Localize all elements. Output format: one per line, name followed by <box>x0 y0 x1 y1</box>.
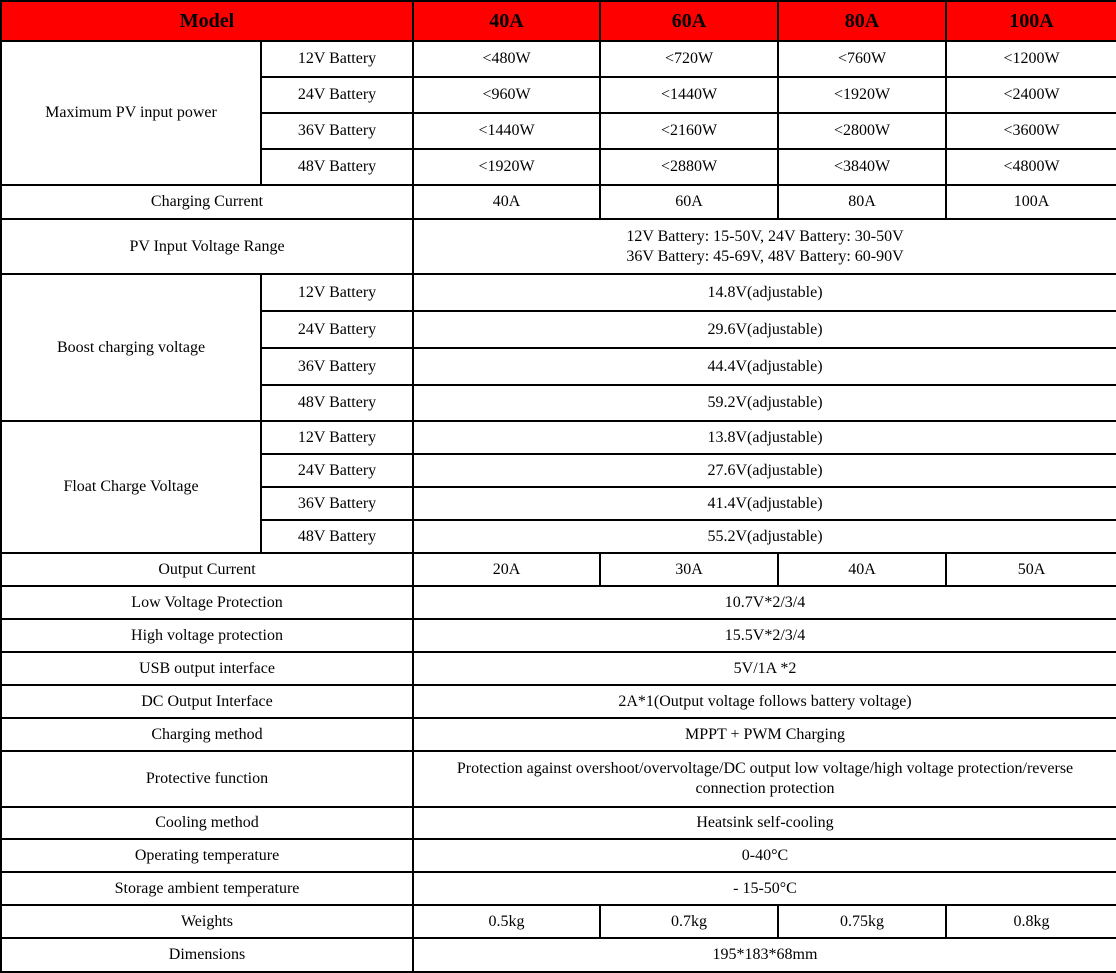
header-col-80a: 80A <box>778 1 946 41</box>
boost-sub-12v: 12V Battery <box>261 274 413 311</box>
max-pv-label: Maximum PV input power <box>1 41 261 185</box>
boost-value-24v: 29.6V(adjustable) <box>413 311 1116 348</box>
dimensions-row <box>1 938 1116 972</box>
output-current-label: Output Current <box>1 553 413 586</box>
low-voltage-protection-label: Low Voltage Protection <box>1 586 413 619</box>
header-model-cell: Model <box>1 1 413 41</box>
dc-output-interface-label: DC Output Interface <box>1 685 413 718</box>
output-current-80a: 40A <box>778 553 946 586</box>
output-current-60a: 30A <box>600 553 778 586</box>
protective-function-value <box>413 751 1116 807</box>
max-pv-12v-80a: <760W <box>778 41 946 77</box>
max-pv-36v-60a: <2160W <box>600 113 778 149</box>
low-voltage-protection-row <box>1 586 1116 619</box>
high-voltage-protection-label: High voltage protection <box>1 619 413 652</box>
weights-label: Weights <box>1 905 413 938</box>
float-sub-24v: 24V Battery <box>261 454 413 487</box>
storage-ambient-temperature-value: - 15-50°C <box>413 872 1116 905</box>
pv-range-line1: 12V Battery: 15-50V, 24V Battery: 30-50V <box>626 227 904 245</box>
float-sub-12v: 12V Battery <box>261 421 413 454</box>
output-current-40a: 20A <box>413 553 600 586</box>
weights-100a: 0.8kg <box>946 905 1116 938</box>
max-pv-48v-60a: <2880W <box>600 149 778 185</box>
float-value-12v: 13.8V(adjustable) <box>413 421 1116 454</box>
pv-range-line2: 36V Battery: 45-69V, 48V Battery: 60-90V <box>626 247 904 265</box>
max-pv-sub-24v: 24V Battery <box>261 77 413 113</box>
dc-output-interface-value: 2A*1(Output voltage follows battery voltage) <box>413 685 1116 718</box>
max-pv-sub-12v: 12V Battery <box>261 41 413 77</box>
output-current-row <box>1 553 1116 586</box>
charging-method-value: MPPT + PWM Charging <box>413 718 1116 751</box>
charging-method-label: Charging method <box>1 718 413 751</box>
max-pv-48v-100a: <4800W <box>946 149 1116 185</box>
float-sub-36v: 36V Battery <box>261 487 413 520</box>
max-pv-12v-40a: <480W <box>413 41 600 77</box>
boost-sub-24v: 24V Battery <box>261 311 413 348</box>
header-col-100a: 100A <box>946 1 1116 41</box>
max-pv-12v-60a: <720W <box>600 41 778 77</box>
float-row-12v <box>1 421 1116 454</box>
max-pv-24v-80a: <1920W <box>778 77 946 113</box>
float-value-24v: 27.6V(adjustable) <box>413 454 1116 487</box>
charging-current-60a: 60A <box>600 185 778 219</box>
max-pv-36v-80a: <2800W <box>778 113 946 149</box>
weights-row <box>1 905 1116 938</box>
operating-temperature-label: Operating temperature <box>1 839 413 872</box>
operating-temperature-value: 0-40°C <box>413 839 1116 872</box>
cooling-method-label: Cooling method <box>1 807 413 839</box>
storage-ambient-temperature-row <box>1 872 1116 905</box>
max-pv-sub-48v: 48V Battery <box>261 149 413 185</box>
operating-temperature-row <box>1 839 1116 872</box>
charging-current-40a: 40A <box>413 185 600 219</box>
float-value-36v: 41.4V(adjustable) <box>413 487 1116 520</box>
max-pv-48v-80a: <3840W <box>778 149 946 185</box>
storage-ambient-temperature-label: Storage ambient temperature <box>1 872 413 905</box>
weights-80a: 0.75kg <box>778 905 946 938</box>
usb-output-interface-label: USB output interface <box>1 652 413 685</box>
usb-output-interface-value: 5V/1A *2 <box>413 652 1116 685</box>
boost-sub-48v: 48V Battery <box>261 385 413 421</box>
max-pv-48v-40a: <1920W <box>413 149 600 185</box>
charging-current-label: Charging Current <box>1 185 413 219</box>
dc-output-interface-row <box>1 685 1116 718</box>
output-current-100a: 50A <box>946 553 1116 586</box>
boost-value-48v: 59.2V(adjustable) <box>413 385 1116 421</box>
boost-row-12v <box>1 274 1116 311</box>
float-sub-48v: 48V Battery <box>261 520 413 553</box>
boost-label: Boost charging voltage <box>1 274 261 421</box>
weights-40a: 0.5kg <box>413 905 600 938</box>
pv-input-voltage-range-label: PV Input Voltage Range <box>1 219 413 274</box>
pv-input-voltage-range-row <box>1 219 1116 274</box>
max-pv-12v-100a: <1200W <box>946 41 1116 77</box>
max-pv-24v-100a: <2400W <box>946 77 1116 113</box>
boost-value-12v: 14.8V(adjustable) <box>413 274 1116 311</box>
protective-function-label: Protective function <box>1 751 413 807</box>
header-col-60a: 60A <box>600 1 778 41</box>
dimensions-value: 195*183*68mm <box>413 938 1116 972</box>
max-pv-36v-100a: <3600W <box>946 113 1116 149</box>
header-col-40a: 40A <box>413 1 600 41</box>
max-pv-row-12v <box>1 41 1116 77</box>
low-voltage-protection-value: 10.7V*2/3/4 <box>413 586 1116 619</box>
boost-sub-36v: 36V Battery <box>261 348 413 385</box>
float-value-48v: 55.2V(adjustable) <box>413 520 1116 553</box>
charging-current-80a: 80A <box>778 185 946 219</box>
protective-function-row <box>1 751 1116 807</box>
max-pv-36v-40a: <1440W <box>413 113 600 149</box>
high-voltage-protection-value: 15.5V*2/3/4 <box>413 619 1116 652</box>
float-label: Float Charge Voltage <box>1 421 261 553</box>
charging-current-100a: 100A <box>946 185 1116 219</box>
dimensions-label: Dimensions <box>1 938 413 972</box>
cooling-method-row <box>1 807 1116 839</box>
max-pv-24v-60a: <1440W <box>600 77 778 113</box>
charging-current-row <box>1 185 1116 219</box>
pv-input-voltage-range-value <box>413 219 1116 274</box>
charging-method-row <box>1 718 1116 751</box>
header-row <box>1 1 1116 41</box>
max-pv-24v-40a: <960W <box>413 77 600 113</box>
cooling-method-value: Heatsink self-cooling <box>413 807 1116 839</box>
max-pv-sub-36v: 36V Battery <box>261 113 413 149</box>
high-voltage-protection-row <box>1 619 1116 652</box>
weights-60a: 0.7kg <box>600 905 778 938</box>
usb-output-interface-row <box>1 652 1116 685</box>
boost-value-36v: 44.4V(adjustable) <box>413 348 1116 385</box>
protective-function-text: Protection against overshoot/overvoltage/DC output low voltage/high voltage protection/reverse connection protection <box>456 760 1074 797</box>
